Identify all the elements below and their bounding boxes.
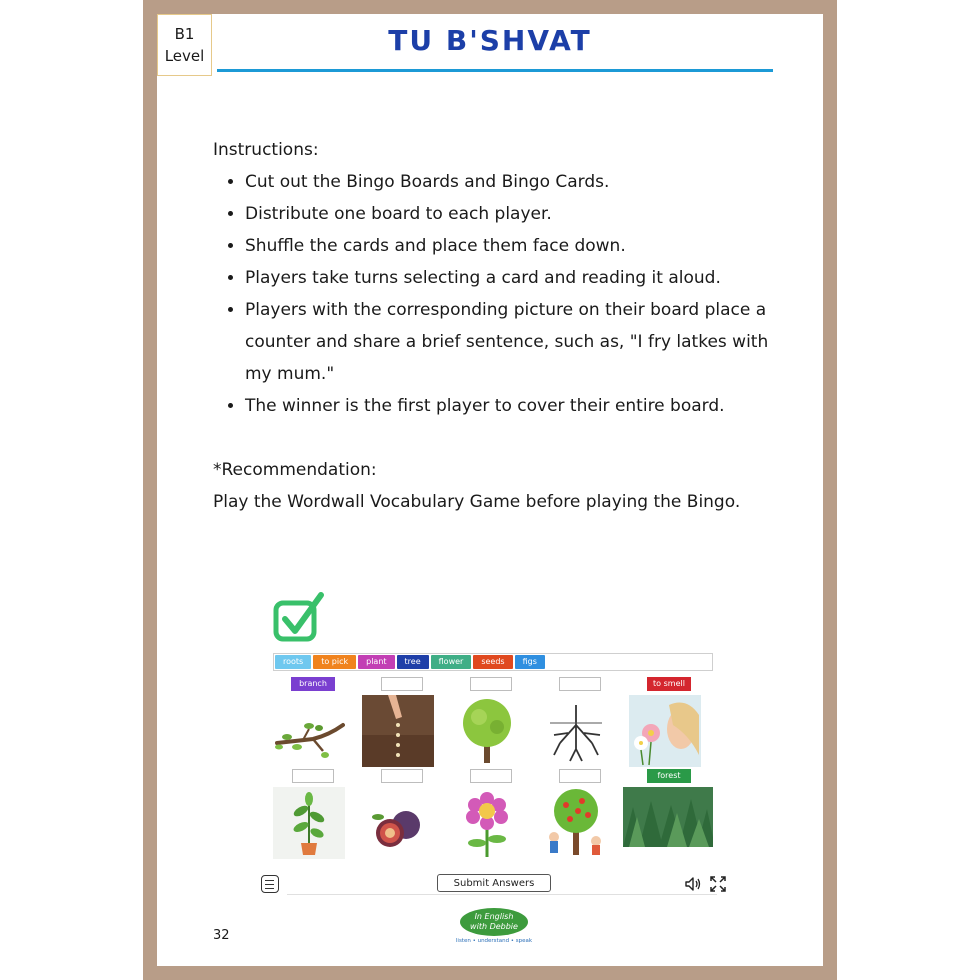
answer-slot[interactable] — [559, 769, 601, 783]
level-word: Level — [164, 47, 205, 65]
level-code: B1 — [174, 25, 195, 43]
logo-line-1: In English — [474, 912, 514, 921]
publisher-logo — [449, 908, 539, 958]
document-page — [157, 14, 823, 966]
instructions-section — [213, 134, 773, 518]
instructions-heading: Instructions: — [213, 140, 319, 160]
word-chip-plant[interactable]: plant — [358, 655, 394, 669]
answer-slot[interactable] — [381, 677, 423, 691]
game-divider — [287, 894, 717, 895]
word-chip-flower[interactable]: flower — [431, 655, 472, 669]
figs-picture — [362, 787, 434, 859]
grid-cell-branch — [273, 677, 353, 771]
logo-line-2: with Debbie — [470, 922, 518, 931]
answer-slot[interactable] — [470, 769, 512, 783]
word-chip-roots[interactable]: roots — [275, 655, 311, 669]
grid-cell-tree — [451, 677, 531, 771]
seeds-picture — [362, 695, 434, 767]
game-toolbar — [257, 873, 733, 895]
recommendation-heading: *Recommendation: — [213, 460, 377, 480]
placed-word-branch[interactable]: branch — [291, 677, 335, 691]
instructions-list — [213, 166, 773, 422]
word-chip-tree[interactable]: tree — [397, 655, 429, 669]
grid-cell-roots — [540, 677, 620, 771]
title-underline — [217, 69, 773, 72]
smelling-flower-picture — [629, 695, 701, 767]
grid-cell-forest — [623, 769, 715, 851]
checkbox-check-icon — [273, 591, 329, 643]
submit-answers-button[interactable]: Submit Answers — [437, 874, 551, 892]
instruction-item: • The winner is the first player to cover their entire board. — [245, 390, 773, 422]
instruction-item: • Shuffle the cards and place them face down. — [245, 230, 773, 262]
wordwall-game-screenshot — [257, 589, 733, 889]
answer-slot[interactable] — [470, 677, 512, 691]
menu-icon[interactable] — [261, 875, 279, 893]
branch-picture — [273, 695, 345, 767]
grid-cell-plant — [273, 769, 353, 863]
grid-cell-seeds — [362, 677, 442, 771]
instruction-item: • Players take turns selecting a card and reading it aloud. — [245, 262, 773, 294]
grid-cell-to-pick — [540, 769, 620, 863]
picking-fruit-picture — [540, 787, 612, 859]
answer-slot[interactable] — [381, 769, 423, 783]
tree-picture — [451, 695, 523, 767]
instruction-item: • Cut out the Bingo Boards and Bingo Cards. — [245, 166, 773, 198]
flower-picture — [451, 787, 523, 859]
word-chip-to-pick[interactable]: to pick — [313, 655, 356, 669]
level-badge — [157, 14, 212, 76]
logo-bubble — [460, 908, 528, 936]
grid-cell-figs — [362, 769, 442, 863]
forest-picture — [623, 787, 713, 847]
speaker-icon[interactable] — [684, 875, 702, 893]
plant-picture — [273, 787, 345, 859]
recommendation-text: Play the Wordwall Vocabulary Game before playing the Bingo. — [213, 492, 741, 512]
instruction-item: • Distribute one board to each player. — [245, 198, 773, 230]
word-bank — [273, 653, 713, 671]
word-chip-seeds[interactable]: seeds — [473, 655, 512, 669]
placed-word-forest[interactable]: forest — [647, 769, 691, 783]
placed-word-to-smell[interactable]: to smell — [647, 677, 691, 691]
grid-cell-flower — [451, 769, 531, 863]
fullscreen-icon[interactable] — [709, 875, 727, 893]
answer-slot[interactable] — [292, 769, 334, 783]
page-number: 32 — [213, 928, 230, 943]
logo-tagline: listen • understand • speak — [455, 938, 533, 944]
word-chip-figs[interactable]: figs — [515, 655, 545, 669]
answer-slot[interactable] — [559, 677, 601, 691]
instruction-item: • Players with the corresponding picture on their board place a counter and share a brief sentence, such as, "I fry latkes with my mum." — [245, 294, 773, 390]
page-title: TU B'SHVAT — [388, 24, 592, 57]
grid-cell-to-smell — [629, 677, 709, 771]
roots-picture — [540, 695, 612, 767]
